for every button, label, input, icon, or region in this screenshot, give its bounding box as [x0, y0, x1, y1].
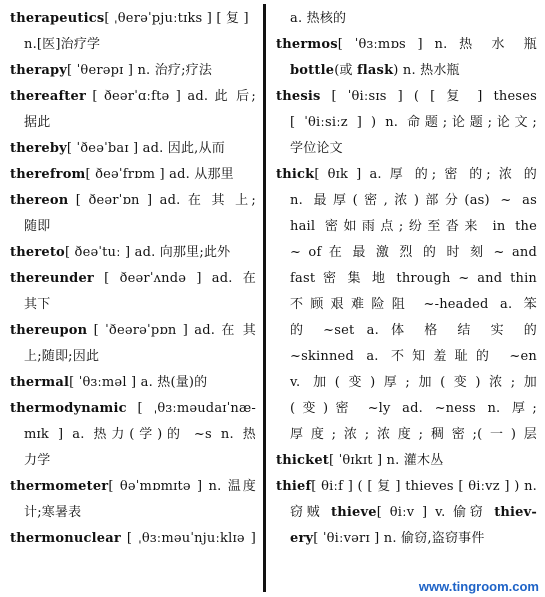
- dictionary-line: [276, 188, 537, 214]
- dictionary-line: [10, 526, 256, 552]
- definition-text: mɪk ] a. 热力(学)的 ~s n. 热: [24, 427, 256, 442]
- definition-text: [ ˌθerəˈpjuːtɪks ] [ 复 ]: [104, 11, 249, 26]
- definition-text: 其下: [24, 297, 51, 312]
- definition-text: [ ˈθɜːmɒs ] n. 热 水 瓶: [337, 37, 537, 52]
- definition-text: [ θəˈmɒmɪtə ] n. 温度: [108, 479, 256, 494]
- dictionary-line: [10, 188, 256, 214]
- definition-text: 随即: [24, 219, 51, 234]
- definition-text: [ ˈθiːsiːz ] ) n. 命题;论题;论文;: [290, 115, 537, 130]
- dictionary-line: [10, 214, 256, 240]
- headword: thick: [276, 167, 315, 182]
- dictionary-line: [10, 370, 256, 396]
- dictionary-line: [276, 58, 537, 84]
- dictionary-line: [276, 422, 537, 448]
- definition-text: 厚度;浓;浓度;稠密;(一)层: [290, 427, 537, 442]
- dictionary-line: [276, 474, 537, 500]
- definition-text: [ ðeəˈtuː ] ad. 向那里;此外: [64, 245, 231, 260]
- dictionary-line: [10, 344, 256, 370]
- headword: thermonuclear: [10, 531, 121, 546]
- dictionary-line: [10, 448, 256, 474]
- dictionary-line: [10, 474, 256, 500]
- dictionary-line: [276, 292, 537, 318]
- definition-text: n. 最厚(密,浓)部分(as) ~ as: [290, 193, 537, 208]
- definition-text: [ ðeərˈɑːftə ] ad. 此 后;: [86, 89, 256, 104]
- definition-text: 力学: [24, 453, 51, 468]
- definition-text: ~skinned a. 不知羞耻的 ~en: [290, 349, 537, 364]
- dictionary-line: [276, 266, 537, 292]
- headword: thicket: [276, 453, 329, 468]
- dictionary-line: [276, 318, 537, 344]
- definition-text: v. 加(变)厚;加(变)浓;加: [290, 375, 537, 390]
- headword: flask: [357, 63, 394, 78]
- dictionary-line: [276, 448, 537, 474]
- definition-text: [ ˈθiːvərɪ ] n. 偷窃,盗窃事件: [313, 531, 485, 546]
- headword: thereto: [10, 245, 65, 260]
- definition-text: n.[医]治疗学: [24, 37, 101, 52]
- dictionary-line: [276, 370, 537, 396]
- dictionary-line: [276, 84, 537, 110]
- dictionary-line: [10, 136, 256, 162]
- definition-text: [ ˌθɜːməudaɪˈnæ-: [126, 401, 256, 416]
- headword: ery: [290, 531, 314, 546]
- headword: thereunder: [10, 271, 94, 286]
- definition-text: [ θiːf ] ( [ 复 ] thieves [ θiːvz ] ) n.: [311, 479, 537, 494]
- dictionary-line: [276, 344, 537, 370]
- left-column: [0, 0, 262, 597]
- headword: thereafter: [10, 89, 86, 104]
- dictionary-line: [10, 500, 256, 526]
- dictionary-line: [276, 110, 537, 136]
- definition-text: [ ˌθɜːməuˈnjuːklɪə ]: [120, 531, 256, 546]
- definition-text: [ ˈðeəˈbaɪ ] ad. 因此,从而: [66, 141, 225, 156]
- definition-text: [ θɪk ] a. 厚 的; 密 的; 浓 的: [314, 167, 537, 182]
- dictionary-line: [10, 58, 256, 84]
- headword: thermometer: [10, 479, 109, 494]
- dictionary-line: [276, 500, 537, 526]
- headword: therefrom: [10, 167, 86, 182]
- definition-text: a. 热核的: [290, 11, 347, 26]
- definition-text: (变)密 ~ly ad. ~ness n. 厚;: [290, 401, 537, 416]
- dictionary-line: [10, 266, 256, 292]
- definition-text: [ ˈθɜːməl ] a. 热(量)的: [69, 375, 208, 390]
- definition-text: 窃贼: [290, 505, 332, 520]
- dictionary-line: [10, 422, 256, 448]
- headword: therapeutics: [10, 11, 105, 26]
- definition-text: [ ðeəˈfrɒm ] ad. 从那里: [85, 167, 234, 182]
- headword: thermos: [276, 37, 338, 52]
- site-watermark: www.tingroom.com: [418, 579, 539, 594]
- definition-text: [ ˈθɪkɪt ] n. 灌木丛: [329, 453, 444, 468]
- headword: thereupon: [10, 323, 88, 338]
- dictionary-line: [276, 526, 537, 552]
- headword: thiev-: [494, 505, 537, 520]
- dictionary-line: [10, 318, 256, 344]
- definition-text: 上;随即;因此: [24, 349, 100, 364]
- dictionary-line: [276, 136, 537, 162]
- definition-text: [ ˈθiːsɪs ] ( [ 复 ] theses: [320, 89, 537, 104]
- definition-text: [ ðeərˈɒn ] ad. 在 其 上;: [68, 193, 256, 208]
- dictionary-line: [10, 162, 256, 188]
- headword: thesis: [276, 89, 321, 104]
- definition-text: [ ˈðeərəˈpɒn ] ad. 在 其: [87, 323, 256, 338]
- headword: thereon: [10, 193, 69, 208]
- dictionary-line: [276, 214, 537, 240]
- headword: thermodynamic: [10, 401, 127, 416]
- dictionary-line: [10, 84, 256, 110]
- dictionary-line: [10, 396, 256, 422]
- definition-text: hail 密如雨点;纷至沓来 in the: [290, 219, 537, 234]
- definition-text: ) n. 热水瓶: [393, 63, 460, 78]
- definition-text: fast 密 集 地 through ~ and thin: [290, 271, 537, 286]
- definition-text: ~ of 在 最 激 烈 的 时 刻 ~ and: [290, 245, 537, 260]
- dictionary-line: [10, 240, 256, 266]
- column-divider: [263, 4, 266, 592]
- definition-text: [ ˈθerəpɪ ] n. 治疗;疗法: [67, 63, 213, 78]
- headword: bottle: [290, 63, 335, 78]
- headword: thereby: [10, 141, 67, 156]
- headword: therapy: [10, 63, 68, 78]
- definition-text: [ θiːv ] v. 偷窃: [376, 505, 495, 520]
- definition-text: 据此: [24, 115, 51, 130]
- headword: thermal: [10, 375, 70, 390]
- headword: thief: [276, 479, 312, 494]
- dictionary-line: [10, 110, 256, 136]
- dictionary-line: [10, 32, 256, 58]
- dictionary-line: [276, 6, 537, 32]
- headword: thieve: [331, 505, 377, 520]
- dictionary-line: [10, 6, 256, 32]
- definition-text: 的 ~set a. 体 格 结 实 的: [290, 323, 537, 338]
- definition-text: 计;寒暑表: [24, 505, 82, 520]
- dictionary-line: [276, 240, 537, 266]
- definition-text: (或: [334, 63, 357, 78]
- dictionary-line: [276, 396, 537, 422]
- definition-text: 学位论文: [290, 141, 343, 156]
- dictionary-line: [276, 32, 537, 58]
- dictionary-line: [276, 162, 537, 188]
- definition-text: [ ðeərˈʌndə ] ad. 在: [93, 271, 256, 286]
- dictionary-line: [10, 292, 256, 318]
- definition-text: 不顾艰难险阻 ~-headed a. 笨: [290, 297, 537, 312]
- right-column: [270, 0, 545, 597]
